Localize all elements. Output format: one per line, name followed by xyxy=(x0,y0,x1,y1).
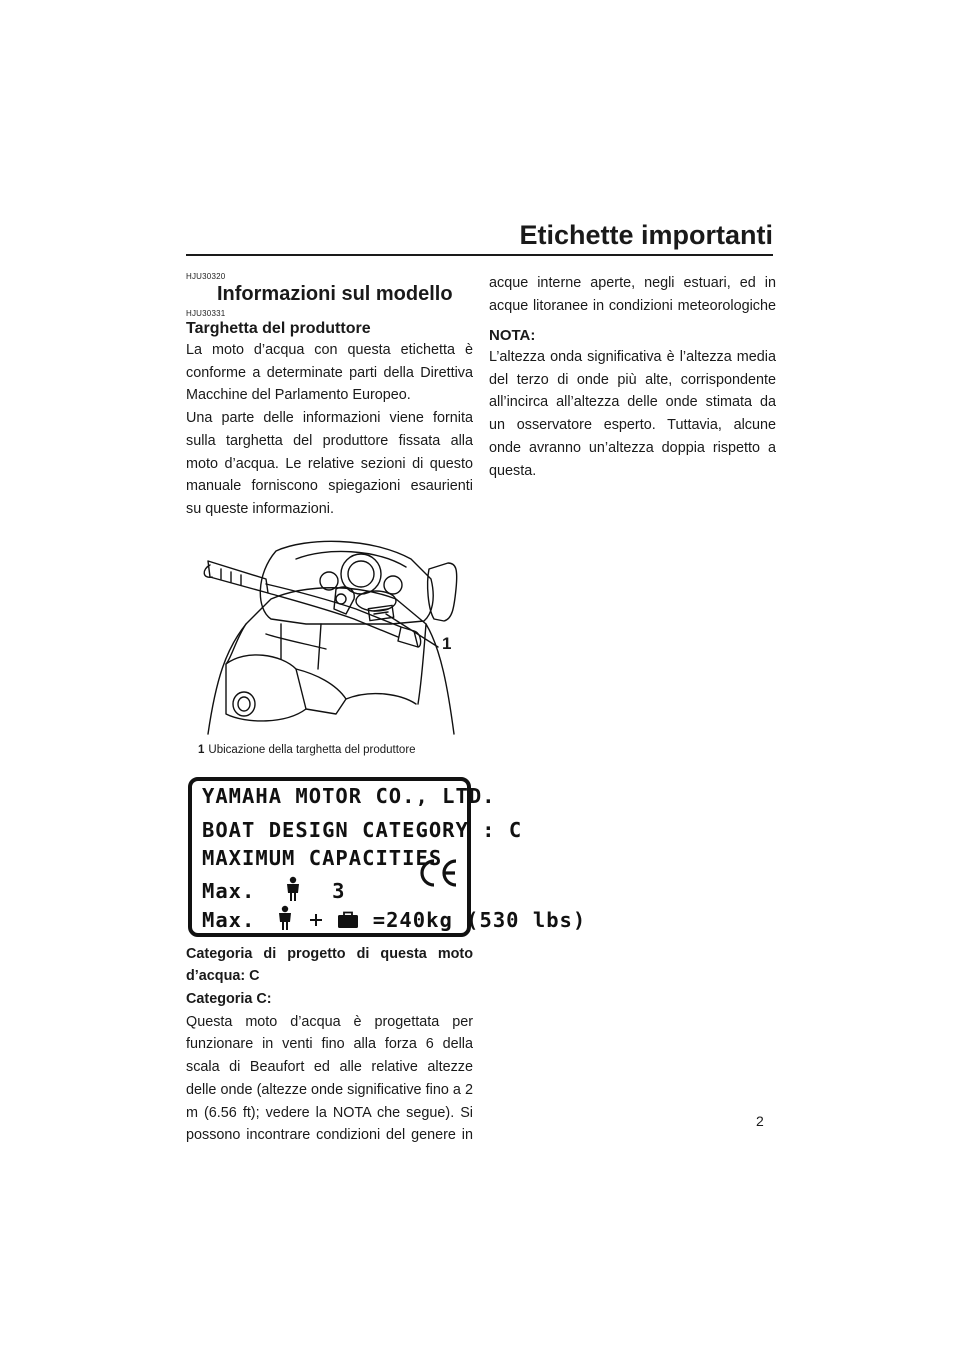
person-icon xyxy=(275,905,295,931)
page-number: 2 xyxy=(756,1113,764,1129)
figure-caption xyxy=(198,743,473,757)
handlebar-illustration xyxy=(186,529,473,739)
manufacturer-plate xyxy=(188,777,587,937)
intro-paragraph-1: La moto d’acqua con questa etichetta è conforme a determinate parti della Direttiva Macchine del Parlamento Europeo. xyxy=(186,342,473,404)
category-body: Questa moto d’acqua è progettata per funzionare in venti fino alla forza 6 della scala di Beaufort ed alle relative altezze delle onde (altezze onde significative fino a 2 m (6.56 ft); vedere la NOTA che segue). Si possono incontrare condizioni del genere in xyxy=(186,1013,473,1144)
plus-icon xyxy=(308,912,324,928)
plate-line-category: BOAT DESIGN CATEGORY : C xyxy=(202,817,523,842)
section-code: HJU30320 xyxy=(186,272,226,281)
subsection-title: Targhetta del produttore xyxy=(186,320,371,337)
caption-text: Ubicazione della targhetta del produttore xyxy=(208,743,416,756)
callout-number: 1 xyxy=(442,633,452,653)
plate-line-capacities: MAXIMUM CAPACITIES xyxy=(202,845,443,870)
category-body-cont-text: acque interne aperte, negli estuari, ed in acque litoranee in condizioni meteorologiche xyxy=(489,275,776,314)
luggage-icon xyxy=(337,911,359,929)
subsection-code: HJU30331 xyxy=(186,309,226,318)
category-line-2: Categoria C: xyxy=(186,991,272,1008)
section-title: Informazioni sul modello xyxy=(217,283,453,305)
watercraft-illustration xyxy=(186,529,473,739)
page-title: Etichette importanti xyxy=(519,220,773,250)
plate-persons-value: 3 xyxy=(332,878,346,903)
header-rule xyxy=(186,254,773,256)
caption-number: 1 xyxy=(198,743,205,756)
category-block xyxy=(186,943,473,1147)
category-body-continuation xyxy=(489,272,776,317)
plate-max-label-2: Max. xyxy=(202,907,256,932)
left-column xyxy=(186,272,587,1147)
intro-paragraph-2: Una parte delle informazioni viene fornita sulla targhetta del produttore fissata alla moto d’acqua. Le relative sezioni di questo manuale forniscono spiegazioni esaurienti su queste informazioni. xyxy=(186,410,473,517)
plate-line-manufacturer: YAMAHA MOTOR CO., LTD. xyxy=(202,783,496,808)
plate-line-persons xyxy=(202,876,345,903)
note-title: NOTA: xyxy=(489,327,536,344)
plate-line-total-load xyxy=(202,905,586,932)
ce-mark-icon xyxy=(415,857,459,889)
plate-max-label: Max. xyxy=(202,878,256,903)
category-line-1: Categoria di progetto di questa moto d’acqua: C xyxy=(186,945,473,985)
right-column xyxy=(489,272,776,482)
person-icon xyxy=(283,876,303,902)
note-body: L’altezza onda significativa è l’altezza media del terzo di onde più alte, corrispondente all’incirca all’altezza delle onde stimata da un osservatore esperto. Tuttavia, alcune onde avranno un’altezza doppia rispetto a questa. xyxy=(489,349,776,479)
plate-load-value: =240kg (530 lbs) xyxy=(372,907,587,932)
